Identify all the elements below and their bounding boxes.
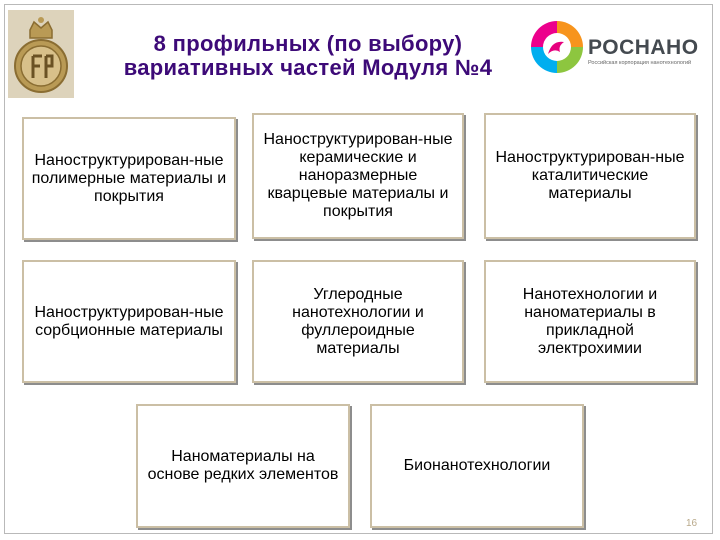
title-line-1: 8 профильных (по выбору) [153,31,463,56]
profile-box-label: Наноструктурирован-ные керамические и наноразмерные кварцевые материалы и покрытия [263,131,453,220]
profile-box-label: Углеродные нанотехнологии и фуллероидные материалы [292,285,424,357]
rosnano-logo-icon [528,18,586,76]
logo-subtitle: Российская корпорация нанотехнологий [588,60,692,66]
profile-box-catalytic [484,113,696,239]
page-title [88,32,528,80]
profile-box-label: Нанотехнологии и наноматериалы в прикладной электрохимии [522,285,658,357]
profile-box-label: Наноструктурирован-ные полимерные материалы и покрытия [31,151,227,205]
university-emblem-icon [8,10,74,98]
slide-number: 16 [686,518,698,529]
profile-box-polymer [22,117,236,240]
profile-box-bionano [370,404,584,528]
title-line-2: вариативных частей Модуля №4 [123,55,493,80]
profile-box-electrochemistry [484,260,696,383]
profile-box-label: Наноматериалы на основе редких элементов [147,448,339,483]
profile-box-label: Наноструктурирован-ные сорбционные материалы [34,303,224,339]
logo-name: РОСНАНО [588,36,699,59]
profile-box-sorption [22,260,236,383]
profile-box-ceramic [252,113,464,239]
profile-box-rare-elements [136,404,350,528]
profile-box-label: Бионанотехнологии [403,457,551,474]
profile-box-label: Наноструктурирован-ные каталитические материалы [495,149,685,202]
rosnano-logo [528,14,716,84]
profile-box-carbon [252,260,464,383]
